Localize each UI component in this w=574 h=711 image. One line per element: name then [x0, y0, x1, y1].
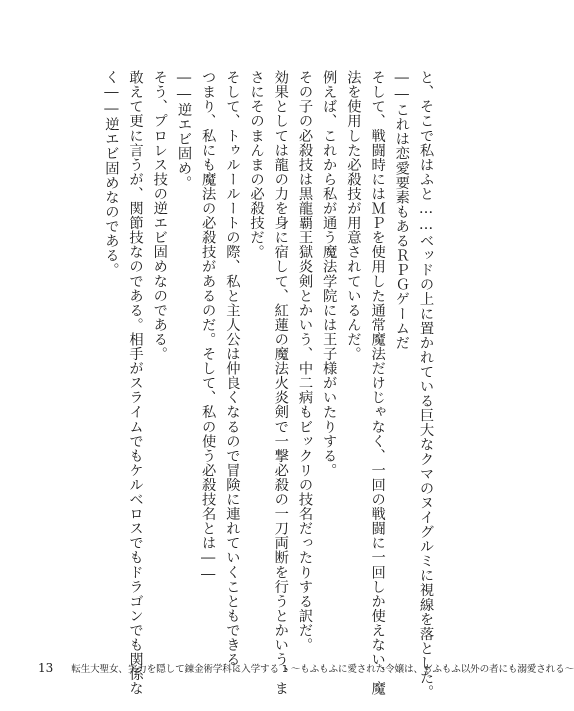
text-line-9: そして、トゥルールートの際、私と主人公は仲良くなるので冒険に連れていくこともできる。 — [224, 70, 241, 682]
text-line-6: その子の必殺技は黒龍覇王獄炎剣とかいう、中二病もビックリの技名だったりする訳だ。 — [296, 70, 313, 652]
page-footer — [38, 661, 574, 675]
text-line-7: 効果としては龍の力を身に宿して、紅蓮の魔法火炎剣で一撃必殺の一刀両断を行うとかいう、ま — [272, 70, 289, 696]
text-line-14: そう、プロレス技の逆エビ固めなのである。 — [151, 70, 168, 361]
text-line-15: 敢えて更に言うが、関節技なのである。相手がスライムでもケルベロスでもドラゴンでも関係な — [127, 70, 144, 696]
text-line-4: 法を使用した必殺技が用意されているんだ。 — [345, 70, 362, 361]
text-line-10: つまり、私にも魔法の必殺技があるのだ。そして、私の使う必殺技名とは―― — [200, 70, 217, 583]
text-line-12: ――逆エビ固め。 — [175, 70, 192, 190]
text-line-5: 例えば、これから私が通う魔法学院には王子様がいたりする。 — [321, 70, 338, 478]
text-line-2: ――これは恋愛要素もあるＲＰＧゲームだ — [393, 70, 410, 350]
running-title: 転生大聖女、実力を隠して錬金術学科に入学する 1 ～もふもふに愛された令嬢は、もふもふ以外の者にも溺愛される～ — [71, 664, 574, 675]
text-line-1: と、そこで私はふと……ベッドの上に置かれている巨大なクマのヌイグルミに視線を落とした。 — [418, 70, 434, 700]
text-line-16: く――逆エビ固めなのである。 — [103, 70, 120, 278]
text-line-8: さにそのまんまの必殺技だ。 — [248, 70, 265, 260]
page-number: 13 — [38, 661, 54, 675]
text-line-3: そして、戦闘時にはＭＰを使用した通常魔法だけじゃなく、一回の戦闘に一回しか使えない、魔 — [369, 70, 386, 696]
